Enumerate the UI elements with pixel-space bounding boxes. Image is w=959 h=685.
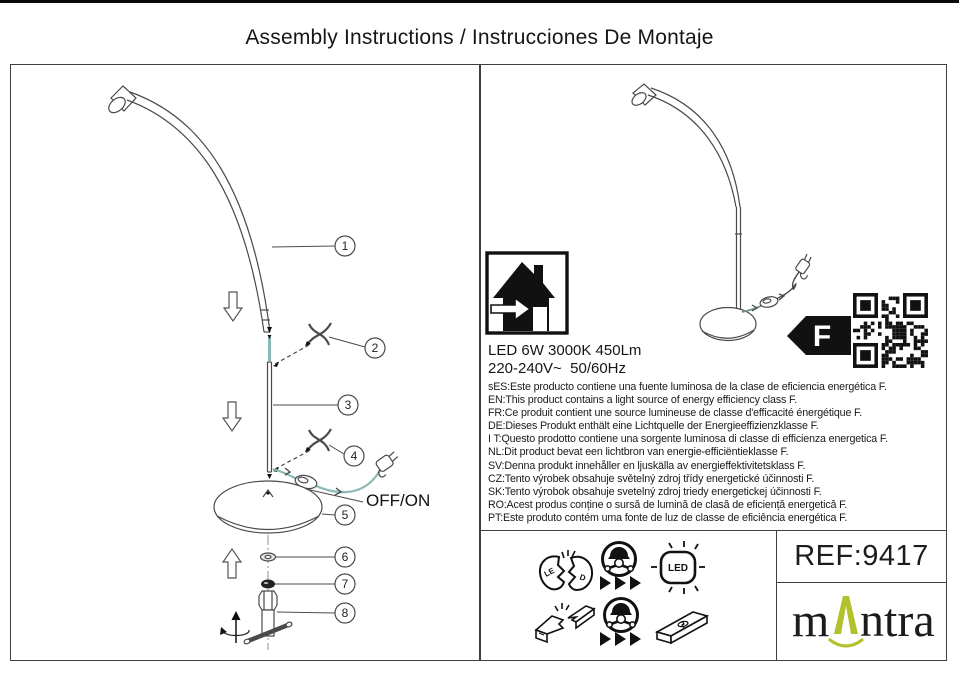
replace-arrows-icon bbox=[600, 632, 641, 646]
replace-arrows-icon bbox=[600, 576, 641, 590]
broken-led-icon bbox=[540, 550, 592, 590]
part-number-6: 6 bbox=[341, 550, 349, 564]
part-number-5: 5 bbox=[341, 508, 349, 522]
energy-statement: I T:Questo prodotto contiene una sorgente luminosa di classe di efficienza energetica F. bbox=[488, 433, 888, 446]
driver-icon bbox=[657, 612, 707, 643]
svg-text:LE: LE bbox=[542, 566, 556, 579]
part-number-4: 4 bbox=[350, 449, 358, 463]
energy-statement: CZ:Tento výrobek obsahuje světelný zdroj třídy energetické účinnosti F. bbox=[488, 472, 815, 485]
energy-statement: RO:Acest produs conține o sursă de lumină de clasă de eficiență energetică F. bbox=[488, 498, 848, 511]
energy-statements bbox=[488, 381, 943, 525]
up-arrow-icon bbox=[223, 549, 241, 578]
washer-part bbox=[261, 553, 276, 561]
mantra-logo bbox=[782, 586, 942, 658]
spec-block bbox=[488, 342, 943, 525]
reference-number: REF:9417 bbox=[794, 540, 929, 572]
down-arrow-icon-1 bbox=[224, 292, 242, 321]
screw-4-icon bbox=[273, 429, 331, 472]
exploded-diagram bbox=[11, 65, 479, 660]
brand-smile-icon bbox=[830, 640, 862, 646]
svg-text:D: D bbox=[578, 572, 587, 584]
energy-statement: EN:This product contains a light source of energy efficiency class F. bbox=[488, 394, 798, 407]
part-number-7: 7 bbox=[341, 577, 349, 591]
rotate-icon bbox=[220, 611, 249, 643]
service-pictograms bbox=[481, 531, 777, 661]
led-source-icon bbox=[651, 541, 705, 594]
product-overview bbox=[481, 65, 946, 530]
brand-text-ntra: ntra bbox=[859, 594, 935, 647]
assembled-lamp-illustration bbox=[630, 84, 818, 341]
part-number-2: 2 bbox=[371, 341, 379, 355]
energy-statement: NL:Dit product bevat een lichtbron van energie-efficiëntieklasse F. bbox=[488, 446, 789, 459]
technician-icon bbox=[605, 599, 638, 632]
energy-statement: PT:Este produto contém uma fonte de luz de classe de eficiência energética F. bbox=[488, 511, 848, 524]
technician-icon bbox=[603, 543, 636, 576]
connector-cable bbox=[268, 335, 272, 361]
callouts bbox=[272, 236, 385, 623]
part-number-8: 8 bbox=[341, 606, 349, 620]
energy-statement: DE:Dieses Produkt enthält eine Lichtquelle der Energieeffizienzklasse F. bbox=[488, 420, 819, 433]
indoor-use-icon bbox=[487, 253, 567, 333]
part-number-3: 3 bbox=[344, 398, 352, 412]
assembly-diagram-panel bbox=[10, 64, 480, 661]
energy-statement: SK:Tento výrobok obsahuje svetelný zdroj triedy energetickej účinnosti F. bbox=[488, 485, 822, 498]
part-number-1: 1 bbox=[341, 239, 349, 253]
reference-cell bbox=[777, 531, 946, 583]
brand-text-m: m bbox=[791, 594, 829, 647]
brand-cell bbox=[777, 583, 946, 661]
energy-class-letter: F bbox=[812, 320, 832, 353]
switch-label: OFF/ON bbox=[366, 491, 431, 510]
pole-part bbox=[267, 362, 272, 479]
spec-line-2: 220-240V~ 50/60Hz bbox=[488, 360, 627, 377]
energy-statement: sES:Este producto contiene una fuente luminosa de la clase de eficiencia energética F. bbox=[488, 381, 887, 393]
top-rule bbox=[0, 0, 959, 3]
nut-part bbox=[262, 580, 275, 588]
arc-arm-part bbox=[106, 86, 272, 333]
bolt-part bbox=[243, 591, 292, 645]
spec-line-1: LED 6W 3000K 450Lm bbox=[488, 342, 642, 359]
down-arrow-icon-2 bbox=[223, 402, 241, 431]
product-info-panel bbox=[480, 64, 947, 661]
energy-statement: FR:Ce produit contient une source lumineuse de classe d'efficacité énergétique F. bbox=[488, 407, 863, 420]
page-title: Assembly Instructions / Instrucciones De Montaje bbox=[245, 26, 714, 49]
energy-statement: SV:Denna produkt innehåller en ljuskälla av energieffektivitetsklass F. bbox=[488, 459, 806, 472]
broken-driver-icon bbox=[536, 603, 594, 642]
brand-caret-icon bbox=[834, 596, 858, 634]
footer-row bbox=[481, 530, 946, 661]
led-label: LED bbox=[668, 563, 688, 574]
screw-2-icon bbox=[273, 323, 331, 367]
